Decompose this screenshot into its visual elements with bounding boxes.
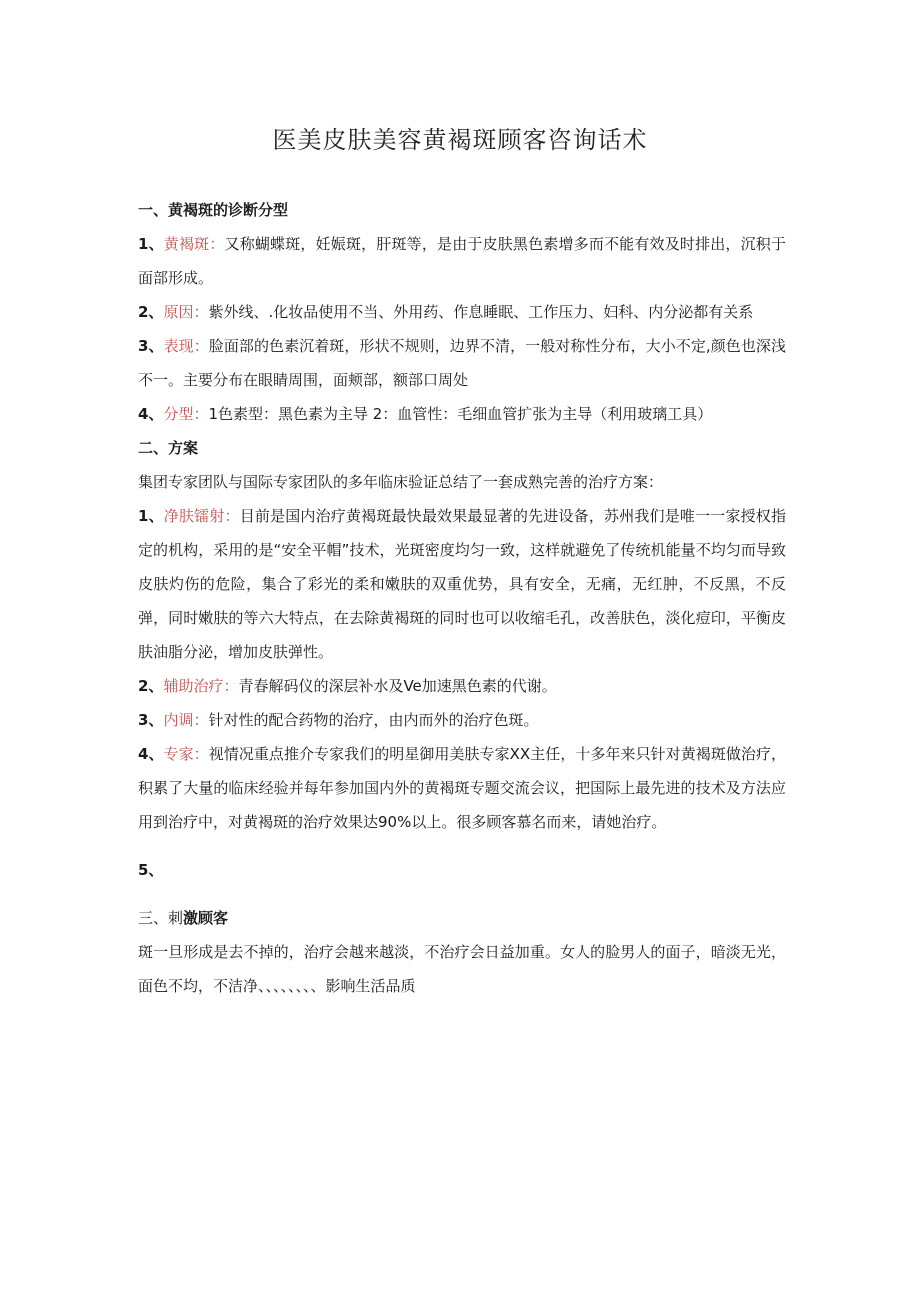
item-number: 1、	[138, 507, 164, 525]
item-text: 针对性的配合药物的治疗，由内而外的治疗色斑。	[208, 711, 539, 729]
item-label: 辅助治疗：	[163, 677, 239, 695]
item-number: 2、	[138, 677, 164, 695]
item-label: 内调：	[163, 711, 209, 729]
item-number: 1、	[138, 235, 164, 253]
item-label: 表现：	[163, 337, 209, 355]
item-number: 4、	[138, 405, 164, 423]
item-label: 黄褐斑：	[163, 235, 225, 253]
section1-heading: 一、黄褐斑的诊断分型	[138, 201, 289, 219]
item-text: 脸面部的色素沉着斑，形状不规则，边界不清，一般对称性分布，大小不定,颜色也深浅不一。主要分布在眼睛周围，面颊部，额部口周处	[138, 337, 786, 389]
section1-item	[138, 329, 786, 397]
item-text: 又称蝴蝶斑，妊娠斑，肝斑等，是由于皮肤黑色素增多而不能有效及时排出，沉积于面部形成。	[138, 235, 786, 287]
item-text: 青春解码仪的深层补水及Ve加速黑色素的代谢。	[238, 677, 557, 695]
section1-item	[138, 295, 786, 329]
item-text: 目前是国内治疗黄褐斑最快最效果最显著的先进设备，苏州我们是唯一一家授权指定的机构，采用的是“安全平帽”技术，光斑密度均匀一致，这样就避免了传统机能量不均匀而导致皮肤灼伤的危险，集合了彩光的柔和嫩肤的双重优势，具有安全，无痛，无红肿，不反黑，不反弹，同时嫩肤的等六大特点，在去除黄褐斑的同时也可以收缩毛孔，改善肤色，淡化痘印，平衡皮肤油脂分泌，增加皮肤弹性。	[138, 507, 786, 661]
item-number: 3、	[138, 711, 164, 729]
item-text: 视情况重点推介专家我们的明星御用美肤专家XX主任，十多年来只针对黄褐斑做治疗，积累了大量的临床经验并每年参加国内外的黄褐斑专题交流会议，把国际上最先进的技术及方法应用到治疗中，对黄褐斑的治疗效果达90%以上。很多顾客慕名而来，请她治疗。	[138, 745, 787, 831]
section3-text: 斑一旦形成是去不掉的，治疗会越来越淡，不治疗会日益加重。女人的脸男人的面子，暗淡无光，面色不均，不洁净、、、、、、、、影响生活品质	[138, 943, 786, 995]
section2-item	[138, 703, 786, 737]
section2-item	[138, 499, 786, 669]
item-label: 原因：	[163, 303, 209, 321]
document-body	[138, 193, 786, 1003]
section1-item	[138, 397, 786, 431]
section2-item	[138, 853, 786, 887]
section2-item	[138, 737, 786, 839]
item-text: 紫外线、.化妆品使用不当、外用药、作息睡眠、工作压力、妇科、内分泌都有关系	[208, 303, 754, 321]
section3-heading-bold: 激顾客	[183, 909, 229, 927]
item-label: 净肤镭射：	[163, 507, 240, 525]
item-label: 分型：	[163, 405, 209, 423]
item-label: 专家：	[163, 745, 209, 763]
document-title: 医美皮肤美容黄褐斑顾客咨询话术	[272, 126, 648, 154]
item-number: 4、	[138, 745, 164, 763]
section2-intro: 集团专家团队与国际专家团队的多年临床验证总结了一套成熟完善的治疗方案：	[138, 473, 664, 491]
item-text: 1色素型：黑色素为主导 2：血管性：毛细血管扩张为主导（利用玻璃工具）	[208, 405, 713, 423]
section3-heading-plain: 三、刺	[138, 909, 184, 927]
item-number: 5、	[138, 861, 164, 879]
section2-item	[138, 669, 786, 703]
section2-heading: 二、方案	[138, 439, 199, 457]
section3-heading	[138, 901, 786, 935]
item-number: 3、	[138, 337, 164, 355]
item-number: 2、	[138, 303, 164, 321]
section1-item	[138, 227, 786, 295]
